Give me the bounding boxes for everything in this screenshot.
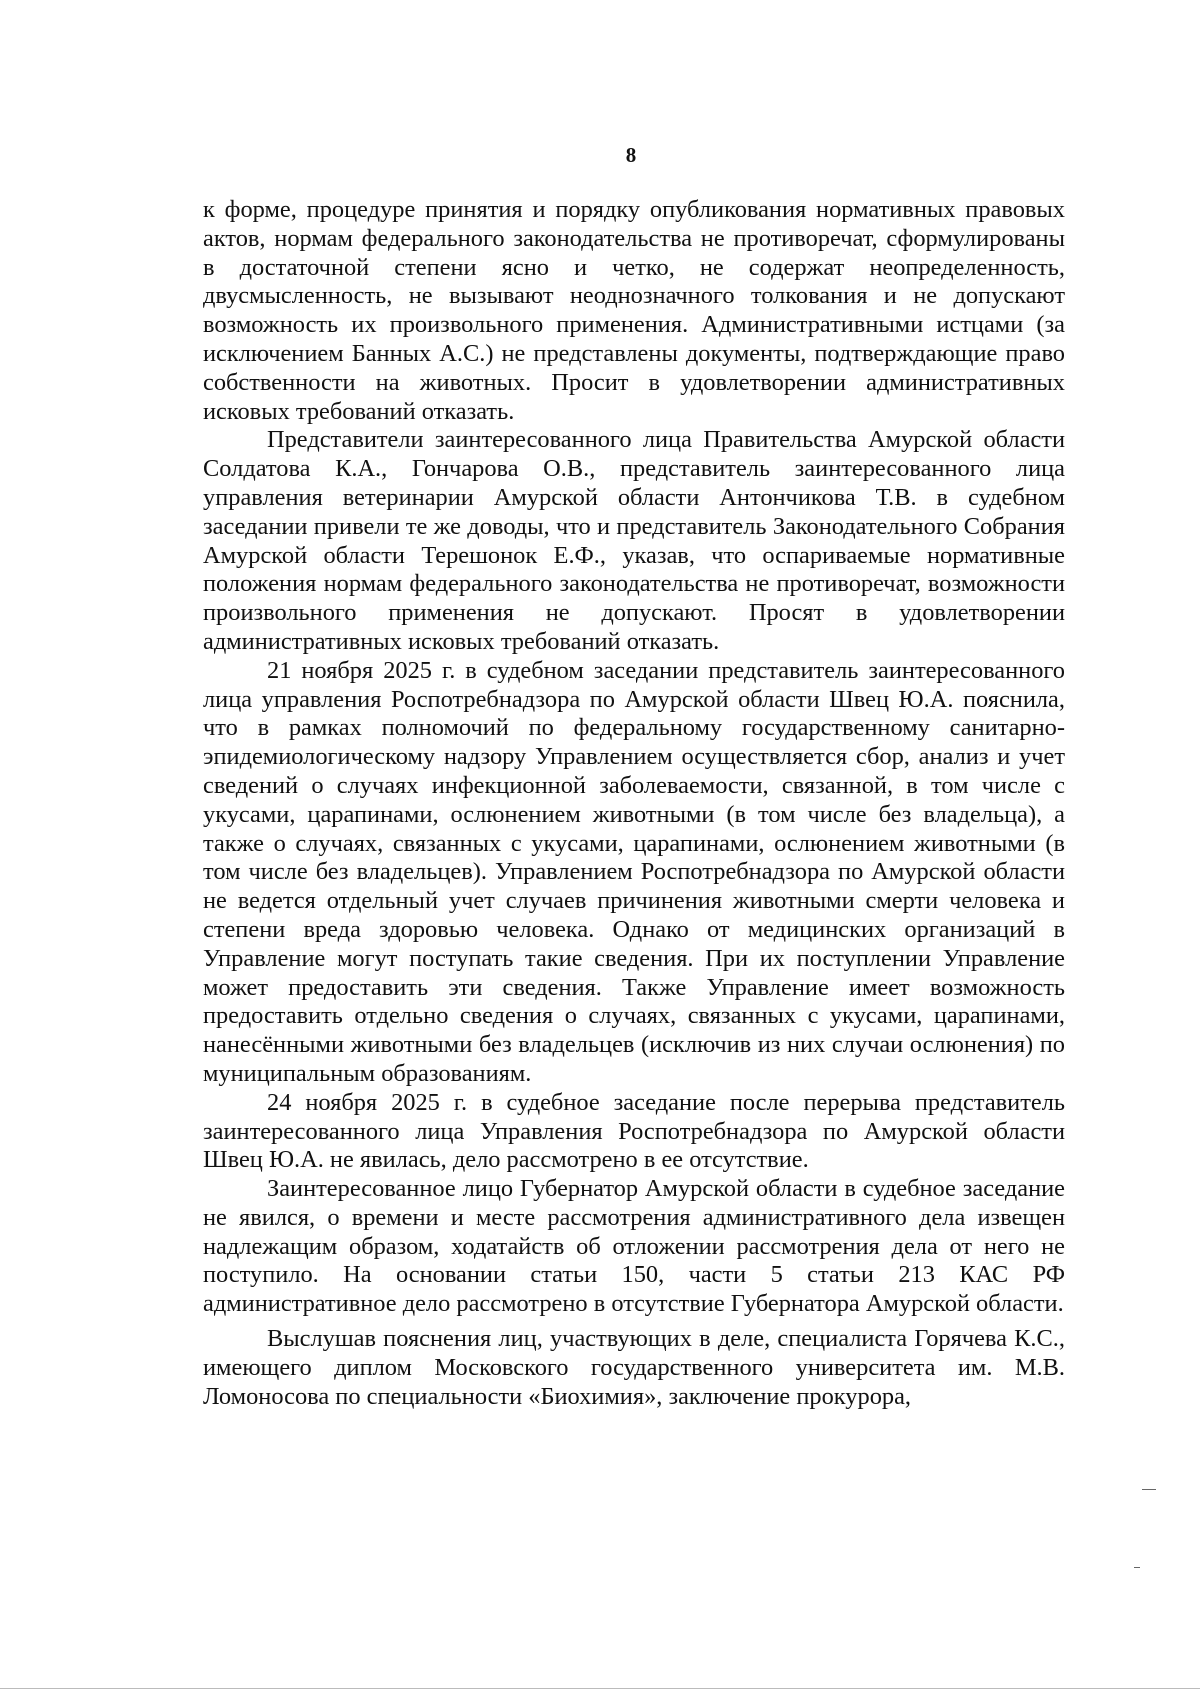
paragraph-final-hearing: Выслушав пояснения лиц, участвующих в деле, специалиста Горячева К.С., имеющего диплом Московского государственного университета им. М.В. Ломоносова по специальности «Биохимия», заключение прокурора, (203, 1325, 1065, 1410)
paragraph-governor-absence: Заинтересованное лицо Губернатор Амурской области в судебное заседание не явился, о времени и месте рассмотрения административного дела извещен надлежащим образом, ходатайств об отложении рассмотрения дела от него не поступило. На основании статьи 150, части 5 статьи 213 КАС РФ административное дело рассмотрено в отсутствие Губернатора Амурской области. (203, 1175, 1065, 1318)
paragraph-rospotrebnadzor-explanation: 21 ноября 2025 г. в судебном заседании представитель заинтересованного лица управления Роспотребнадзора по Амурской области Швец Ю.А. пояснила, что в рамках полномочий по федеральному государственному санитарно-эпидемиологическому надзору Управлением осуществляется сбор, анализ и учет сведений о случаях инфекционной заболеваемости, связанной, в том числе с укусами, царапинами, ослюнением животными (в том числе без владельца), а также о случаях, связанных с укусами, царапинами, ослюнением животными (в том числе без владельцев). Управлением Роспотребнадзора по Амурской области не ведется отдельный учет случаев причинения животными смерти человека и степени вреда здоровью человека. Однако от медицинских организаций в Управление могут поступать такие сведения. При их поступлении Управление может предоставить эти сведения. Также Управление имеет возможность предоставить отдельно сведения о случаях, связанных с укусами, царапинами, нанесёнными животными без владельцев (исключив из них случаи ослюнения) по муниципальным образованиям. (203, 656, 1065, 1087)
document-body (203, 196, 1065, 1411)
paragraph-continuation: к форме, процедуре принятия и порядку опубликования нормативных правовых актов, нормам федерального законодательства не противоречат, сформулированы в достаточной степени ясно и четко, не содержат неопределенность, двусмысленность, не вызывают неоднозначного толкования и не допускают возможность их произвольного применения. Административными истцами (за исключением Банных А.С.) не представлены документы, подтверждающие право собственности на животных. Просит в удовлетворении административных исковых требований отказать. (203, 196, 1065, 425)
page-bottom-edge (0, 1688, 1200, 1689)
page-number: 8 (625, 143, 637, 167)
scan-mark-right-small (1134, 1567, 1140, 1568)
paragraph-government-representatives: Представители заинтересованного лица Правительства Амурской области Солдатова К.А., Гончарова О.В., представитель заинтересованного лица управления ветеринарии Амурской области Антончикова Т.В. в судебном заседании привели те же доводы, что и представитель Законодательного Собрания Амурской области Терешонок Е.Ф., указав, что оспариваемые нормативные положения нормам федерального законодательства не противоречат, возможности произвольного применения не допускают. Просят в удовлетворении административных исковых требований отказать. (203, 426, 1065, 655)
paragraph-rospotrebnadzor-absence: 24 ноября 2025 г. в судебное заседание после перерыва представитель заинтересованного лица Управления Роспотребнадзора по Амурской области Швец Ю.А. не явилась, дело рассмотрено в ее отсутствие. (203, 1088, 1065, 1174)
scan-mark-right (1142, 1489, 1156, 1490)
